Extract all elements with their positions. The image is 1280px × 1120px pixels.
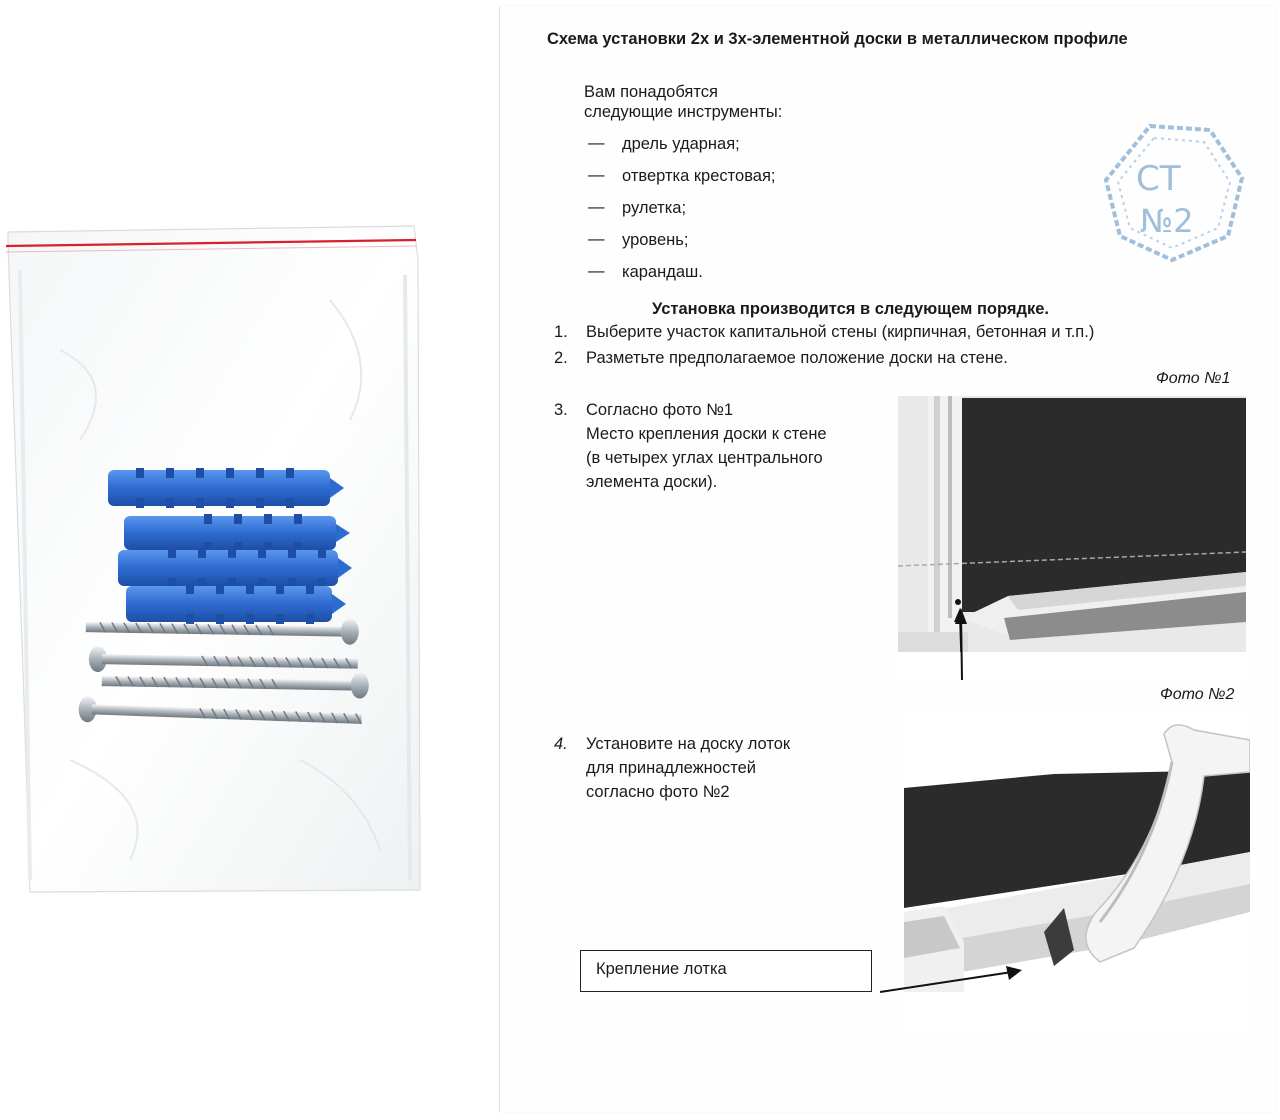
intro-line-2: следующие инструменты:: [584, 103, 783, 121]
list-dash: —: [588, 198, 605, 216]
step-text: (в четырех углах центрального: [586, 449, 823, 467]
list-dash: —: [588, 230, 605, 248]
tool-item: карандаш.: [622, 263, 703, 281]
step-text: для принадлежностей: [586, 759, 756, 777]
intro-line-1: Вам понадобятся: [584, 83, 718, 101]
step-text: согласно фото №2: [586, 783, 730, 801]
tool-item: дрель ударная;: [622, 135, 740, 153]
zip-bag-photo: [0, 0, 470, 1120]
step-text: Установите на доску лоток: [586, 735, 791, 753]
list-dash: —: [588, 262, 605, 280]
stamp-icon: [1100, 118, 1250, 268]
tool-item: рулетка;: [622, 199, 687, 217]
step-text: Согласно фото №1: [586, 401, 734, 419]
callout-box: [580, 950, 872, 992]
step-number: 2.: [554, 349, 568, 367]
list-dash: —: [588, 134, 605, 152]
callout-text: Крепление лотка: [596, 960, 727, 978]
blue-dowel-icon: [108, 468, 352, 624]
arrow-icon: [876, 960, 1026, 1000]
step-text: Выберите участок капитальной стены (кирпичная, бетонная и т.п.): [586, 323, 1095, 341]
svg-text:№2: №2: [1140, 202, 1194, 240]
step-number: 3.: [554, 401, 568, 419]
svg-text:СТ: СТ: [1136, 159, 1181, 199]
step-text: Место крепления доски к стене: [586, 425, 827, 443]
step-text: Разметьте предполагаемое положение доски на стене.: [586, 349, 1008, 367]
list-dash: —: [588, 166, 605, 184]
order-heading: Установка производится в следующем порядке.: [652, 300, 1049, 318]
photo-1: [898, 396, 1246, 682]
photo1-caption: Фото №1: [1156, 370, 1231, 387]
step-number: 4.: [554, 735, 568, 753]
instruction-sheet: [500, 6, 1276, 1112]
sheet-title: Схема установки 2х и 3х-элементной доски в металлическом профиле: [547, 30, 1128, 48]
step-number: 1.: [554, 323, 568, 341]
tool-item: отвертка крестовая;: [622, 167, 776, 185]
photo2-caption: Фото №2: [1160, 686, 1235, 703]
step-text: элемента доски).: [586, 473, 718, 491]
tool-item: уровень;: [622, 231, 689, 249]
